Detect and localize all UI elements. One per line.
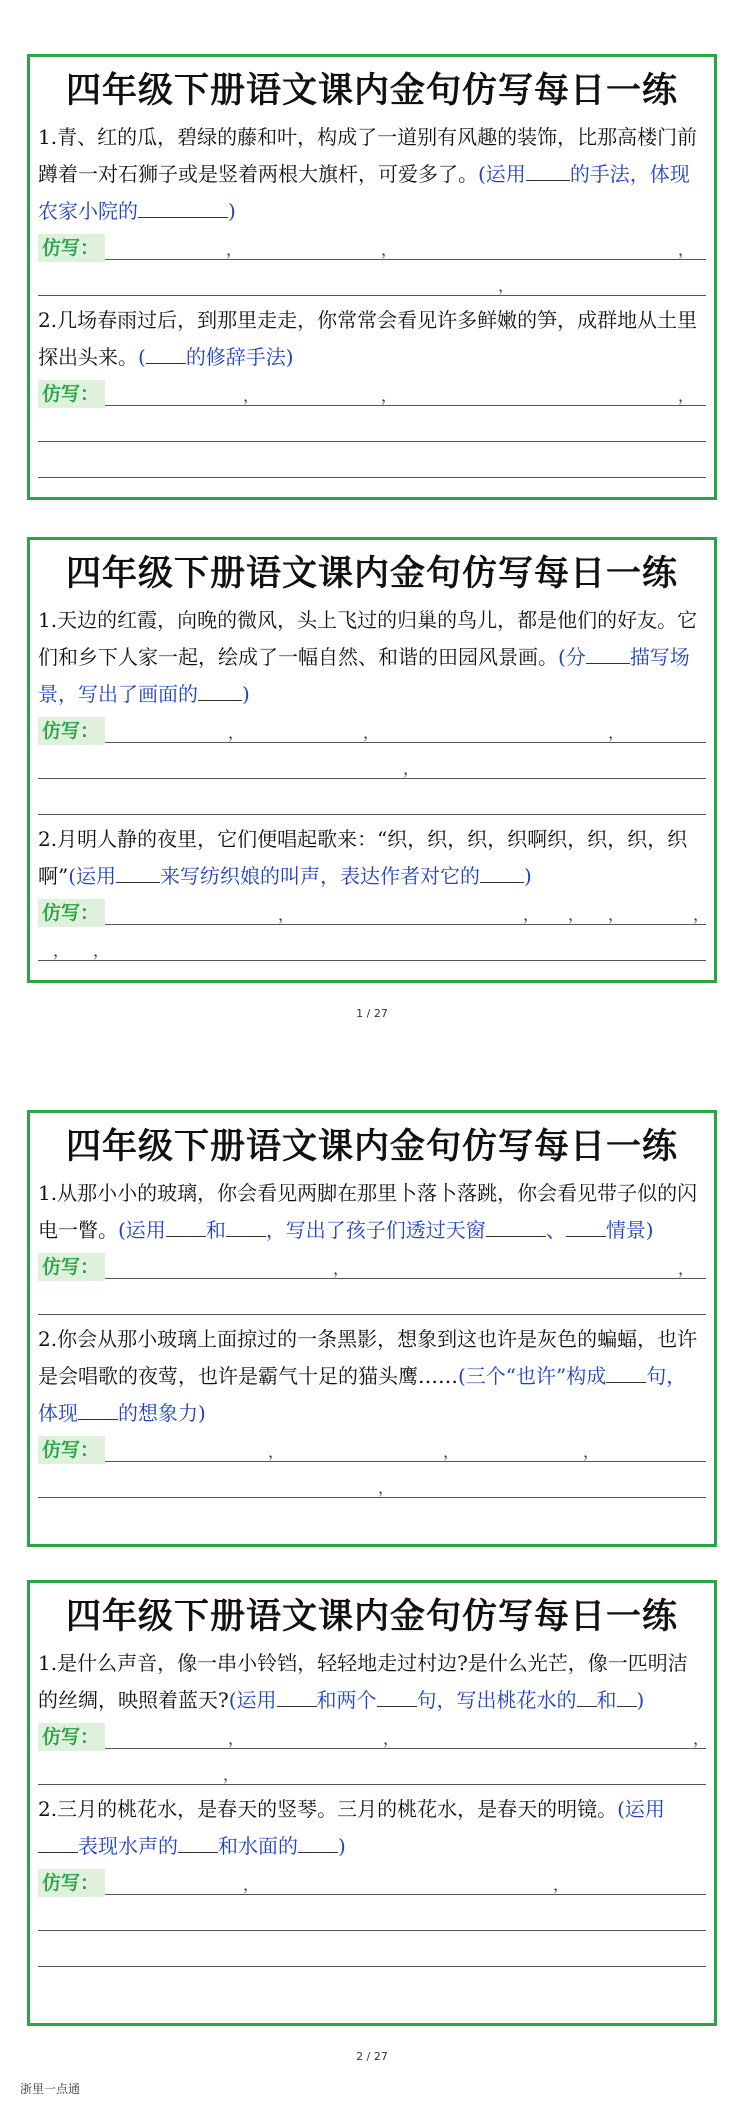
answer-line[interactable] [38, 960, 706, 961]
question-hint: (运用 和 ，写出了孩子们透过天窗 、 情景) [118, 1218, 654, 1242]
hint-blank[interactable] [526, 162, 570, 181]
answer-line-row [38, 448, 706, 484]
question-text: 1.是什么声音，像一串小铃铛，轻轻地走过村边?是什么光芒，像一匹明洁的丝绸，映照着蓝天? [38, 1651, 688, 1712]
hint-blank[interactable] [377, 1688, 417, 1707]
answer-line[interactable] [38, 1497, 706, 1498]
answer-line[interactable] [105, 259, 706, 260]
exercise-card-2 [27, 537, 717, 983]
hint-blank[interactable] [166, 1218, 206, 1237]
answer-line-row: ， [38, 266, 706, 302]
fangxie-label: 仿写： [38, 234, 105, 262]
answer-line[interactable] [38, 477, 706, 478]
question-text: 1.青、红的瓜，碧绿的藤和叶，构成了一道别有风趣的装饰，比那高楼门前蹲着一对石狮子或是竖着两根大旗杆，可爱多了。 [38, 125, 698, 186]
hint-blank[interactable] [178, 1834, 218, 1853]
page-number: 2 / 27 [356, 2050, 388, 2063]
question-hint: (运用 的手法，体现农家小院的 ) [38, 162, 690, 223]
answer-line-row: ， [38, 1468, 706, 1504]
hint-blank[interactable] [298, 1834, 338, 1853]
question-1 [38, 1645, 706, 1719]
answer-line[interactable] [105, 1278, 706, 1279]
fangxie-row: 仿写： ， ， ， [38, 1432, 706, 1468]
fangxie-label: 仿写： [38, 1436, 105, 1464]
card-title: 四年级下册语文课内金句仿写每日一练 [65, 1597, 678, 1637]
fangxie-row: 仿写： ， ， [38, 1249, 706, 1285]
footer-brand: 浙里一点通 [20, 2082, 81, 2096]
hint-blank[interactable] [586, 645, 630, 664]
answer-line-row: ， ， [38, 931, 706, 967]
question-text: 2.三月的桃花水，是春天的竖琴。三月的桃花水，是春天的明镜。 [38, 1797, 618, 1821]
answer-line[interactable] [38, 1314, 706, 1315]
fangxie-row: 仿写： ， ， [38, 1865, 706, 1901]
answer-line[interactable] [105, 1748, 706, 1749]
fangxie-label: 仿写： [38, 1723, 105, 1751]
hint-blank[interactable] [480, 864, 524, 883]
question-hint: (分 描写场景，写出了画面的 ) [38, 645, 690, 706]
answer-line[interactable] [38, 814, 706, 815]
hint-blank[interactable] [566, 1218, 606, 1237]
question-hint: (运用表现水声的 和水面的 ) [38, 1797, 665, 1858]
question-hint: ( 的修辞手法) [138, 345, 294, 369]
hint-blank[interactable] [38, 1834, 78, 1853]
question-text: 2.你会从那小玻璃上面掠过的一条黑影，想象到这也许是灰色的蝙蝠，也许是会唱歌的夜莺，也许是霸气十足的猫头鹰…… [38, 1327, 698, 1388]
hint-blank[interactable] [577, 1688, 597, 1707]
question-text: 1.从那小小的玻璃，你会看见两脚在那里卜落卜落跳，你会看见带子似的闪电一瞥。 [38, 1181, 698, 1242]
answer-line-row [38, 412, 706, 448]
answer-line[interactable] [38, 1930, 706, 1931]
fangxie-row: 仿写： ， ， ， [38, 1719, 706, 1755]
fangxie-row: 仿写： ， ， ， [38, 376, 706, 412]
answer-line-row [38, 1937, 706, 1973]
fangxie-row: 仿写： ， ， ， ， ， [38, 895, 706, 931]
answer-line[interactable] [105, 1894, 706, 1895]
question-text: 2.几场春雨过后，到那里走走，你常常会看见许多鲜嫩的笋，成群地从土里探出头来。 [38, 308, 698, 369]
fangxie-label: 仿写： [38, 717, 105, 745]
question-2 [38, 1791, 706, 1865]
answer-line[interactable] [105, 1461, 706, 1462]
answer-line-row: ， [38, 1755, 706, 1791]
question-hint: (运用 和两个 句，写出桃花水的 和 ) [228, 1688, 645, 1712]
card-title: 四年级下册语文课内金句仿写每日一练 [65, 554, 678, 594]
hint-blank[interactable] [277, 1688, 317, 1707]
answer-line-row: ， [38, 749, 706, 785]
exercise-card-4 [27, 1580, 717, 2026]
hint-blank[interactable] [78, 1401, 118, 1420]
answer-line-row [38, 785, 706, 821]
hint-blank[interactable] [146, 345, 186, 364]
question-hint: (运用 来写纺织娘的叫声，表达作者对它的 ) [68, 864, 532, 888]
exercise-card-1 [27, 54, 717, 500]
fangxie-row: 仿写： ， ， ， [38, 713, 706, 749]
question-1 [38, 602, 706, 713]
fangxie-label: 仿写： [38, 1253, 105, 1281]
hint-blank[interactable] [617, 1688, 637, 1707]
fangxie-label: 仿写： [38, 899, 105, 927]
answer-line[interactable] [38, 1966, 706, 1967]
card-title: 四年级下册语文课内金句仿写每日一练 [65, 1127, 678, 1167]
fangxie-label: 仿写： [38, 1869, 105, 1897]
question-1 [38, 1175, 706, 1249]
answer-line[interactable] [38, 1784, 706, 1785]
question-1 [38, 119, 706, 230]
answer-line[interactable] [38, 778, 706, 779]
fangxie-label: 仿写： [38, 380, 105, 408]
question-2 [38, 1321, 706, 1432]
hint-blank[interactable] [138, 199, 228, 218]
hint-blank[interactable] [198, 682, 242, 701]
hint-blank[interactable] [486, 1218, 546, 1237]
question-hint: (三个“也许”构成 句，体现 的想象力) [38, 1364, 687, 1425]
hint-blank[interactable] [606, 1364, 646, 1383]
page-number: 1 / 27 [356, 1007, 388, 1020]
answer-line[interactable] [38, 295, 706, 296]
exercise-card-3 [27, 1110, 717, 1547]
answer-line[interactable] [38, 441, 706, 442]
answer-line-row [38, 1285, 706, 1321]
answer-line[interactable] [105, 405, 706, 406]
question-text: 2.月明人静的夜里，它们便唱起歌来：“织，织，织，织啊织，织，织，织啊” [38, 827, 688, 888]
card-title: 四年级下册语文课内金句仿写每日一练 [65, 71, 678, 111]
hint-blank[interactable] [116, 864, 160, 883]
question-2 [38, 821, 706, 895]
question-2 [38, 302, 706, 376]
hint-blank[interactable] [226, 1218, 266, 1237]
answer-line-row [38, 1901, 706, 1937]
fangxie-row: 仿写： ， ， ， [38, 230, 706, 266]
question-text: 1.天边的红霞，向晚的微风，头上飞过的归巢的鸟儿，都是他们的好友。它们和乡下人家一起，绘成了一幅自然、和谐的田园风景画。 [38, 608, 698, 669]
